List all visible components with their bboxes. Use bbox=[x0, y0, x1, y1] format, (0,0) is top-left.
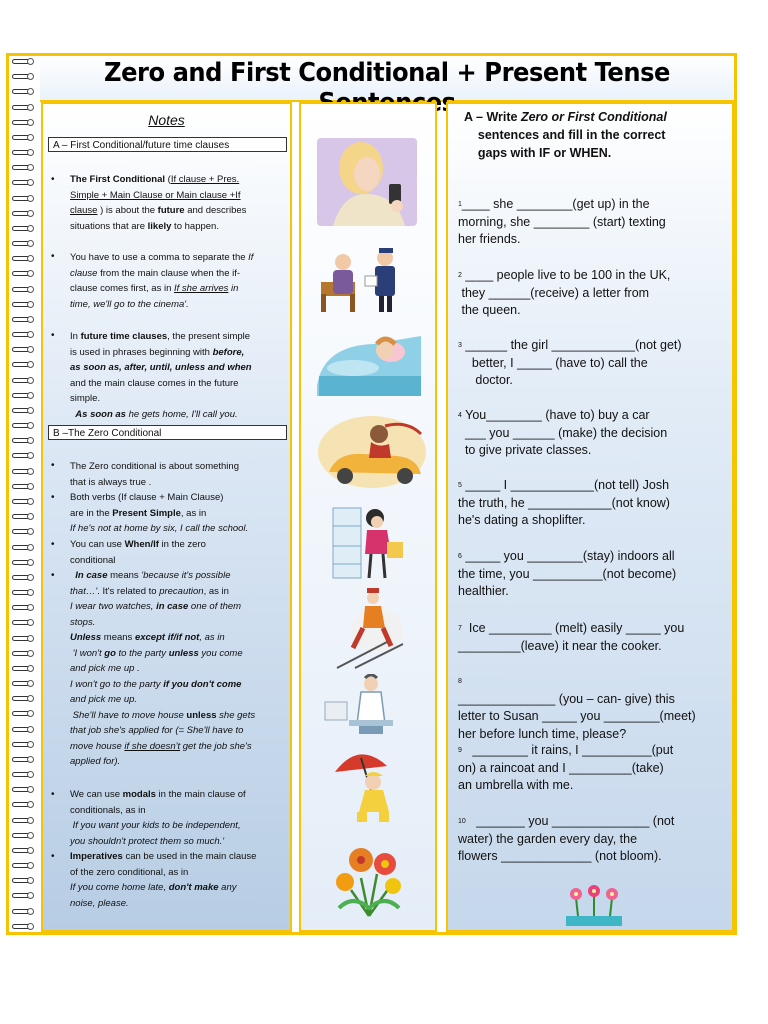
spiral-hole bbox=[27, 544, 34, 551]
exercise-item: $^{10}$ _______ you ______________ (not water) the garden every day, the flowers _____________ (not bloom). bbox=[458, 814, 675, 863]
spiral-binding bbox=[8, 56, 38, 932]
spiral-hole bbox=[27, 407, 34, 414]
spiral-ring bbox=[8, 132, 38, 143]
spiral-ring bbox=[8, 602, 38, 613]
spiral-hole bbox=[27, 786, 34, 793]
spiral-ring bbox=[8, 921, 38, 932]
spiral-ring bbox=[8, 708, 38, 719]
spiral-hole bbox=[27, 301, 34, 308]
bullet-icon: • bbox=[51, 251, 55, 262]
spiral-hole bbox=[27, 119, 34, 126]
note-comma-rule: You have to use a comma to separate the If clause from the main clause when the if- clause comes first, as in If she arrives in time, we'll go to the cinema'. bbox=[70, 252, 254, 310]
spiral-ring bbox=[8, 875, 38, 886]
spiral-hole bbox=[27, 346, 34, 353]
spiral-hole bbox=[27, 695, 34, 702]
exercise-item: $^9$ ________ it rains, I __________(put on) a raincoat and I _________(take) an umbrella with me. bbox=[458, 743, 674, 792]
spiral-ring bbox=[8, 299, 38, 310]
bullet-icon: • bbox=[51, 851, 55, 862]
notes-heading: Notes bbox=[148, 112, 185, 128]
spiral-hole bbox=[27, 726, 34, 733]
spiral-ring bbox=[8, 466, 38, 477]
spiral-ring bbox=[8, 375, 38, 386]
spiral-hole bbox=[27, 255, 34, 262]
spiral-hole bbox=[27, 58, 34, 65]
spiral-ring bbox=[8, 724, 38, 735]
note-imperatives: Imperatives can be used in the main clause of the zero conditional, as in If you come home late, don't make any noise, please. bbox=[70, 851, 257, 909]
spiral-hole bbox=[27, 680, 34, 687]
spiral-ring bbox=[8, 359, 38, 370]
note-zero-conditional: The Zero conditional is about something that is always true . bbox=[70, 461, 239, 488]
spiral-hole bbox=[27, 801, 34, 808]
exercise-item: $^3$ ______ the girl ____________(not get) better, I _____ (have to) call the doctor. bbox=[458, 338, 682, 387]
note-future-time-clauses: In future time clauses, the present simple is used in phrases beginning with before, as soon as, after, until, unless and when and the main clause comes in the future simple. As soon as he gets home, I'll call you. bbox=[70, 331, 252, 420]
spiral-ring bbox=[8, 526, 38, 537]
spiral-ring bbox=[8, 390, 38, 401]
spiral-ring bbox=[8, 284, 38, 295]
spiral-hole bbox=[27, 862, 34, 869]
spiral-ring bbox=[8, 739, 38, 750]
spiral-ring bbox=[8, 86, 38, 97]
pictures-panel bbox=[299, 102, 437, 932]
spiral-hole bbox=[27, 483, 34, 490]
pink-flowers-icon bbox=[562, 884, 626, 928]
spiral-ring bbox=[8, 830, 38, 841]
spiral-hole bbox=[27, 134, 34, 141]
spiral-ring bbox=[8, 238, 38, 249]
spiral-ring bbox=[8, 617, 38, 628]
spiral-hole bbox=[27, 528, 34, 535]
spiral-hole bbox=[27, 665, 34, 672]
spiral-ring bbox=[8, 845, 38, 856]
spiral-hole bbox=[27, 73, 34, 80]
spiral-hole bbox=[27, 923, 34, 930]
spiral-hole bbox=[27, 817, 34, 824]
spiral-ring bbox=[8, 754, 38, 765]
note-first-conditional: The First Conditional (If clause + Pres. Simple + Main Clause or Main clause +If clause ) is about the future and describes situations that are likely to happen. bbox=[70, 174, 247, 232]
spiral-hole bbox=[27, 710, 34, 717]
spiral-hole bbox=[27, 635, 34, 642]
spiral-ring bbox=[8, 663, 38, 674]
spiral-hole bbox=[27, 847, 34, 854]
spiral-ring bbox=[8, 223, 38, 234]
page-title: Zero and First Conditional + Present Tense bbox=[104, 58, 670, 88]
spiral-ring bbox=[8, 329, 38, 340]
bullet-icon: • bbox=[51, 570, 55, 581]
spiral-hole bbox=[27, 559, 34, 566]
spiral-hole bbox=[27, 195, 34, 202]
spiral-hole bbox=[27, 650, 34, 657]
spiral-hole bbox=[27, 832, 34, 839]
spiral-hole bbox=[27, 574, 34, 581]
spiral-ring bbox=[8, 860, 38, 871]
spiral-hole bbox=[27, 422, 34, 429]
spiral-ring bbox=[8, 450, 38, 461]
spiral-hole bbox=[27, 589, 34, 596]
bullet-icon: • bbox=[51, 460, 55, 471]
spiral-ring bbox=[8, 815, 38, 826]
exercise-panel bbox=[446, 102, 734, 932]
spiral-ring bbox=[8, 253, 38, 264]
spiral-ring bbox=[8, 344, 38, 355]
skier-icon bbox=[331, 584, 411, 672]
spiral-ring bbox=[8, 799, 38, 810]
exercise-instructions: A – Write Zero or First Conditional sentences and fill in the correct gaps with IF or WHEN. bbox=[464, 110, 667, 160]
exercise-item: $^4$ You________ (have to) buy a car ___ you ______ (make) the decision to give private classes. bbox=[458, 408, 668, 457]
spiral-hole bbox=[27, 498, 34, 505]
spiral-hole bbox=[27, 104, 34, 111]
person-at-cooker-icon bbox=[321, 674, 411, 736]
spiral-hole bbox=[27, 316, 34, 323]
spiral-ring bbox=[8, 117, 38, 128]
spiral-hole bbox=[27, 452, 34, 459]
exercise-item: $^8$ ______________ (you – can- give) this letter to Susan _____ you ________(meet) her before lunch time, please? bbox=[458, 678, 696, 741]
woman-shopping-icon bbox=[325, 502, 415, 582]
sick-person-in-bed-icon bbox=[313, 326, 425, 402]
spiral-hole bbox=[27, 741, 34, 748]
exercise-item: $^1$____ she ________(get up) in the morning, she ________ (start) texting her friends. bbox=[458, 197, 666, 246]
spiral-hole bbox=[27, 392, 34, 399]
spiral-ring bbox=[8, 147, 38, 158]
exercise-item: $^5$ _____ I ____________(not tell) Josh the truth, he ____________(not know) he's dating a shoplifter. bbox=[458, 478, 670, 527]
spiral-hole bbox=[27, 468, 34, 475]
spiral-hole bbox=[27, 240, 34, 247]
woman-with-phone-icon bbox=[313, 130, 423, 230]
spiral-hole bbox=[27, 286, 34, 293]
spiral-hole bbox=[27, 270, 34, 277]
notes-panel bbox=[41, 102, 292, 932]
child-with-umbrella-icon bbox=[331, 746, 407, 830]
title-bar bbox=[40, 56, 734, 102]
note-modals: We can use modals in the main clause of conditionals, as in If you want your kids to be independent, you shouldn't protect them so much.' bbox=[70, 789, 246, 847]
spiral-ring bbox=[8, 71, 38, 82]
spiral-hole bbox=[27, 513, 34, 520]
spiral-ring bbox=[8, 784, 38, 795]
spiral-ring bbox=[8, 769, 38, 780]
spiral-hole bbox=[27, 771, 34, 778]
note-both-verbs: Both verbs (If clause + Main Clause) are in the Present Simple, as in If he's not at home by six, I call the school. bbox=[70, 492, 249, 534]
spiral-hole bbox=[27, 88, 34, 95]
spiral-hole bbox=[27, 437, 34, 444]
spiral-ring bbox=[8, 572, 38, 583]
spiral-ring bbox=[8, 314, 38, 325]
spiral-ring bbox=[8, 405, 38, 416]
spiral-ring bbox=[8, 678, 38, 689]
bullet-icon: • bbox=[51, 330, 55, 341]
note-in-case: In case means 'because it's possible that…'. It's related to precaution, as in I wear two watches, in case one of them stops. Unless means except if/if not, as in 'I won't go to the party unless you come and pick me up . I won't go to the party if you don't come and pick me up. She'll have to move house unless she gets that job she's applied for (= She'll have to move house if she doesn't get the job she's applied for). bbox=[70, 570, 256, 767]
spiral-hole bbox=[27, 225, 34, 232]
section-b-label: B –The Zero Conditional bbox=[48, 425, 287, 440]
spiral-ring bbox=[8, 193, 38, 204]
spiral-ring bbox=[8, 693, 38, 704]
bullet-icon: • bbox=[51, 174, 55, 185]
spiral-hole bbox=[27, 877, 34, 884]
spiral-ring bbox=[8, 208, 38, 219]
spiral-ring bbox=[8, 890, 38, 901]
note-when-if: You can use When/If in the zero conditional bbox=[70, 539, 206, 566]
spiral-ring bbox=[8, 557, 38, 568]
spiral-hole bbox=[27, 179, 34, 186]
spiral-ring bbox=[8, 56, 38, 67]
spiral-ring bbox=[8, 511, 38, 522]
exercise-item: $^6$ _____ you ________(stay) indoors all the time, you __________(not become) healthier. bbox=[458, 549, 677, 598]
spiral-hole bbox=[27, 756, 34, 763]
exercise-item: $^2$ ____ people live to be 100 in the UK, they ______(receive) a letter from the queen. bbox=[458, 268, 671, 317]
section-a-label: A – First Conditional/future time clauses bbox=[48, 137, 287, 152]
spiral-ring bbox=[8, 435, 38, 446]
spiral-ring bbox=[8, 268, 38, 279]
spiral-ring bbox=[8, 587, 38, 598]
spiral-ring bbox=[8, 542, 38, 553]
spiral-hole bbox=[27, 210, 34, 217]
spiral-ring bbox=[8, 162, 38, 173]
spiral-hole bbox=[27, 892, 34, 899]
spiral-hole bbox=[27, 164, 34, 171]
bullet-icon: • bbox=[51, 789, 55, 800]
spiral-ring bbox=[8, 906, 38, 917]
spiral-ring bbox=[8, 648, 38, 659]
woman-driving-car-icon bbox=[317, 412, 427, 492]
spiral-ring bbox=[8, 102, 38, 113]
spiral-hole bbox=[27, 619, 34, 626]
spiral-hole bbox=[27, 377, 34, 384]
spiral-ring bbox=[8, 496, 38, 507]
bullet-icon: • bbox=[51, 539, 55, 550]
spiral-ring bbox=[8, 420, 38, 431]
exercise-item: $^7$ Ice _________ (melt) easily _____ you _________(leave) it near the cooker. bbox=[458, 621, 685, 653]
spiral-hole bbox=[27, 604, 34, 611]
spiral-hole bbox=[27, 149, 34, 156]
bullet-icon: • bbox=[51, 492, 55, 503]
spiral-ring bbox=[8, 177, 38, 188]
spiral-ring bbox=[8, 633, 38, 644]
flowers-icon bbox=[329, 838, 409, 918]
spiral-hole bbox=[27, 908, 34, 915]
spiral-ring bbox=[8, 481, 38, 492]
doctor-visit-icon bbox=[313, 246, 423, 316]
spiral-hole bbox=[27, 361, 34, 368]
spiral-hole bbox=[27, 331, 34, 338]
